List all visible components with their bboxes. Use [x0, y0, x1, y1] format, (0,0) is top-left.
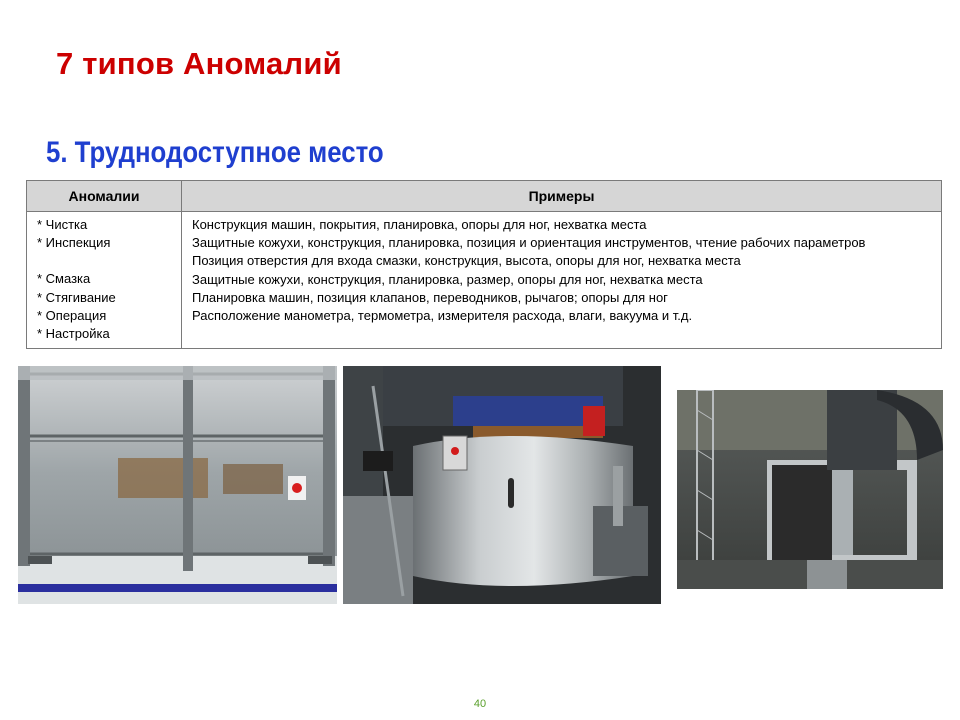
anomalies-cell: [27, 212, 182, 349]
example-item: Расположение манометра, термометра, измерителя расхода, влаги, вакуума и т.д.: [192, 308, 693, 324]
example-item: Защитные кожухи, конструкция, планировка, размер, опоры для ног, нехватка места: [192, 271, 703, 287]
examples-cell: [182, 212, 942, 349]
anomaly-item: * Стягивание: [37, 289, 116, 305]
column-header-examples: Примеры: [182, 181, 942, 212]
anomaly-item: * Настройка: [37, 326, 110, 342]
table-header-row: [27, 181, 942, 212]
anomalies-table: [26, 180, 942, 349]
column-header-anomalies: Аномалии: [27, 181, 182, 212]
page-number: 40: [473, 698, 487, 710]
anomaly-item: * Инспекция: [37, 235, 111, 251]
table-row: [27, 212, 942, 349]
anomaly-item: * Смазка: [37, 271, 91, 287]
page-title: 7 типов Аномалий: [56, 46, 342, 81]
machine-interior-photo: [343, 366, 661, 604]
anomaly-item: * Чистка: [37, 217, 88, 232]
example-item: Позиция отверстия для входа смазки, конструкция, высота, опоры для ног, нехватка места: [192, 253, 741, 269]
example-item: Планировка машин, позиция клапанов, переводников, рычагов; опоры для ног: [192, 289, 668, 305]
example-item: Защитные кожухи, конструкция, планировка, позиция и ориентация инструментов, чтение рабочих параметров: [192, 235, 866, 251]
machine-guard-photo: [18, 366, 337, 604]
example-item: Конструкция машин, покрытия, планировка, опоры для ног, нехватка места: [192, 217, 647, 232]
section-subtitle: 5. Труднодоступное место: [46, 136, 384, 169]
conveyor-frame-photo: [677, 390, 943, 589]
anomaly-item: * Операция: [37, 307, 107, 323]
anomaly-spacer: [37, 252, 173, 270]
